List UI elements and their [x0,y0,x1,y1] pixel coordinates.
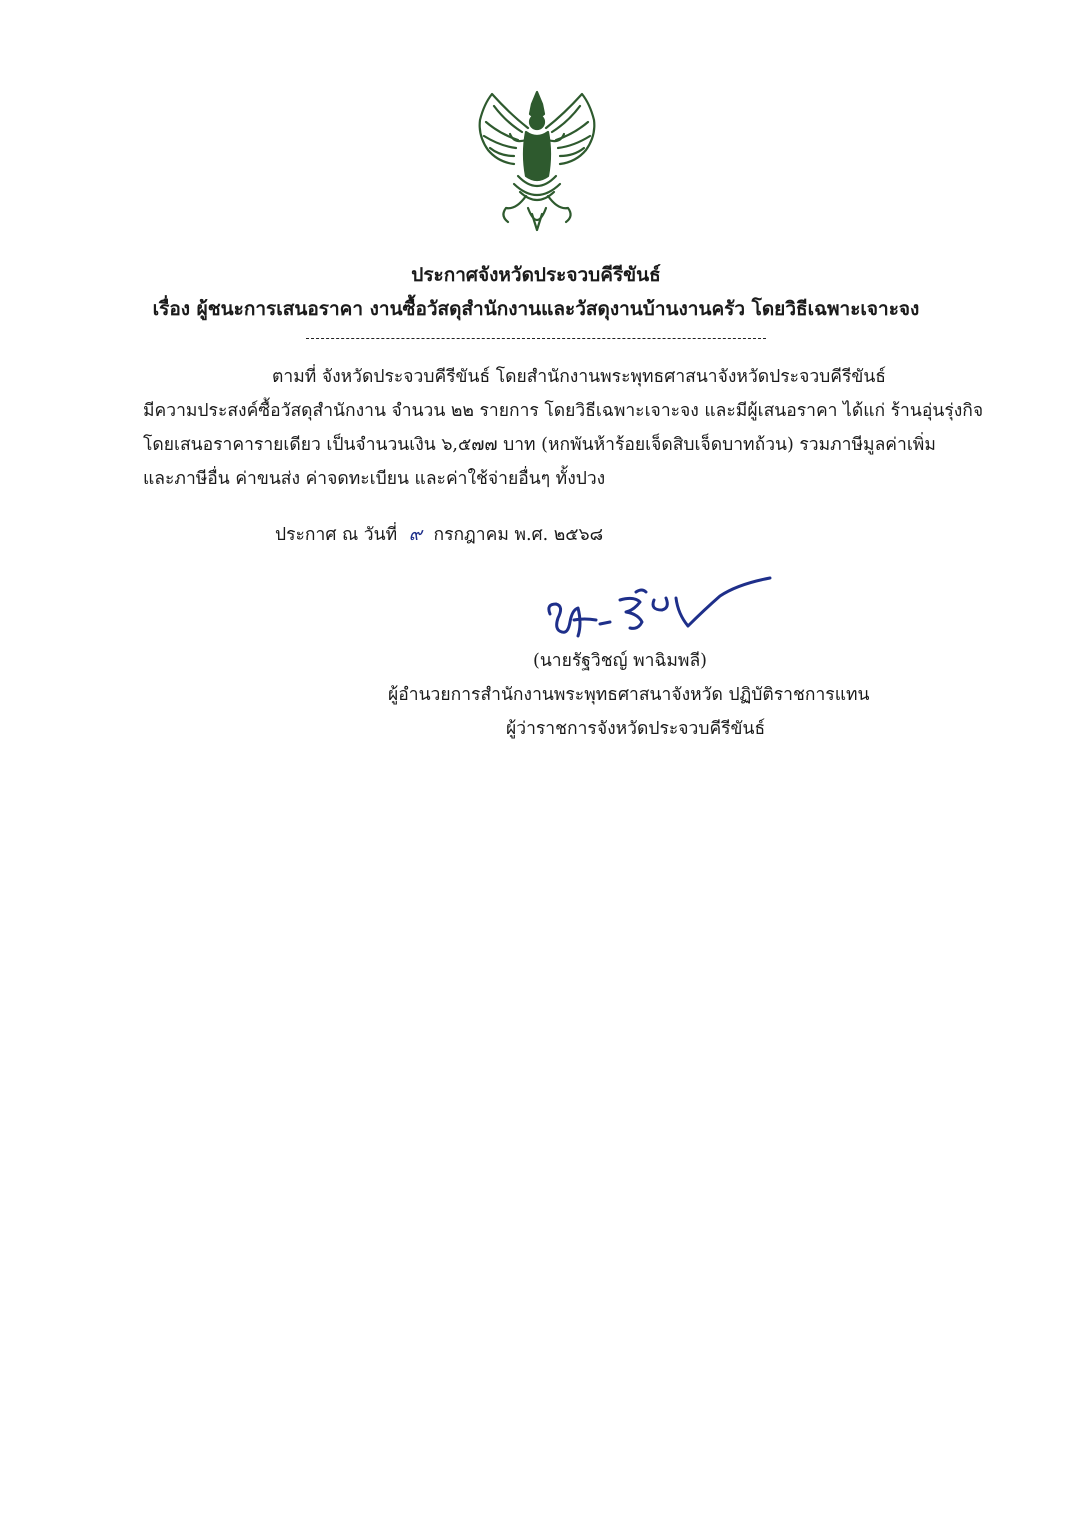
signatory-name: (นายรัฐวิชญ์ พาฉิมพลี) [533,651,708,671]
signatory-position: ผู้อำนวยการสำนักงานพระพุทธศาสนาจังหวัด ปฏิบัติราชการแทน [388,685,870,705]
document-title: ประกาศจังหวัดประจวบคีรีขันธ์ [411,264,661,286]
body-paragraph-line: ตามที่ จังหวัดประจวบคีรีขันธ์ โดยสำนักงานพระพุทธศาสนาจังหวัดประจวบคีรีขันธ์ [272,367,886,387]
body-paragraph-line: โดยเสนอราคารายเดียว เป็นจำนวนเงิน ๖,๕๗๗ บาท (หกพันห้าร้อยเจ็ดสิบเจ็ดบาทถ้วน) รวมภาษีมูลค่าเพิ่ม [143,435,936,455]
document-subject: เรื่อง ผู้ชนะการเสนอราคา งานซื้อวัสดุสำนักงานและวัสดุงานบ้านงานครัว โดยวิธีเฉพาะเจาะจง [152,298,920,320]
date-month-year: กรกฎาคม พ.ศ. ๒๕๖๘ [433,525,604,545]
title-divider [306,338,766,339]
date-prefix: ประกาศ ณ วันที่ [275,525,398,545]
announcement-date [275,519,603,548]
date-day-handwritten: ๙ [408,524,422,545]
body-paragraph-line: และภาษีอื่น ค่าขนส่ง ค่าจดทะเบียน และค่าใช้จ่ายอื่นๆ ทั้งปวง [143,469,606,489]
handwritten-signature [538,574,778,646]
garuda-emblem-icon [470,84,604,236]
body-paragraph-line: มีความประสงค์ซื้อวัสดุสำนักงาน จำนวน ๒๒ รายการ โดยวิธีเฉพาะเจาะจง และมีผู้เสนอราคา ได้แก่ ร้านอุ่นรุ่งกิจ [143,401,984,421]
signatory-on-behalf: ผู้ว่าราชการจังหวัดประจวบคีรีขันธ์ [506,719,766,739]
